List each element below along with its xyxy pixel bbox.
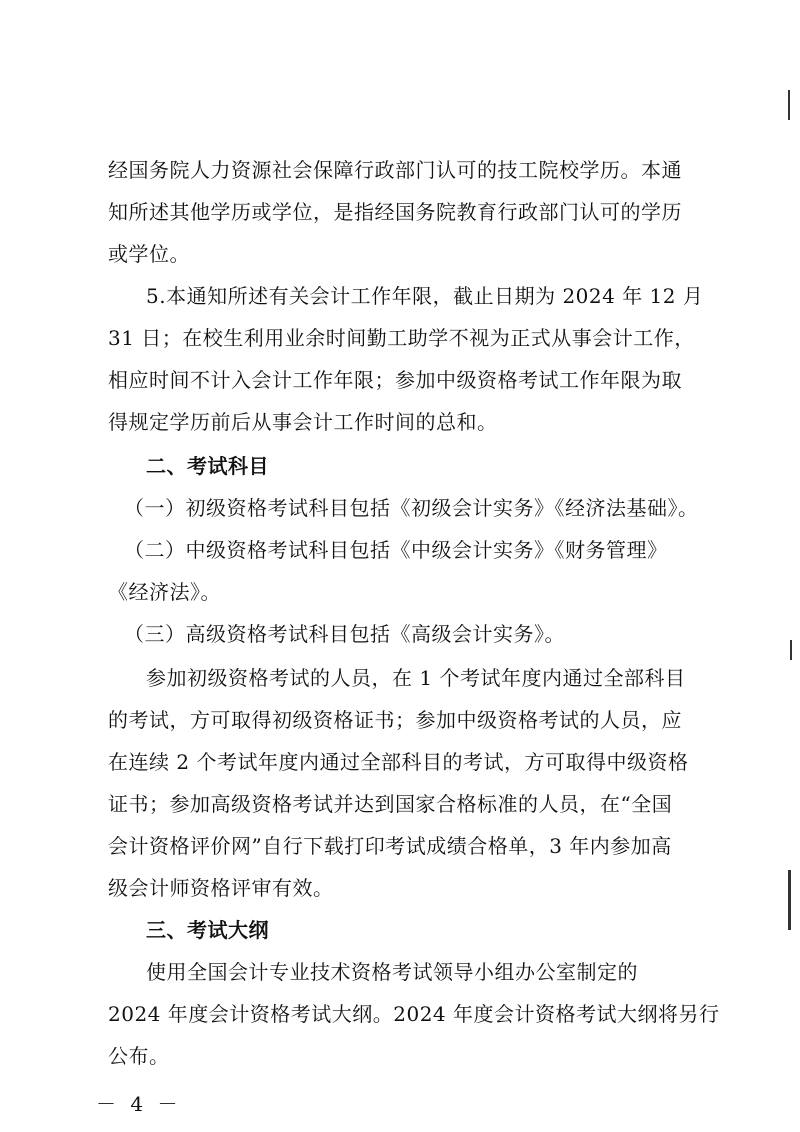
paragraph-line: 知所述其他学历或学位，是指经国务院教育行政部门认可的学历 [108, 200, 682, 224]
paragraph-line: 参加初级资格考试的人员，在 1 个考试年度内通过全部科目 [146, 666, 686, 690]
paragraph-line: 5.本通知所述有关会计工作年限，截止日期为 2024 年 12 月 [146, 284, 704, 308]
paragraph-line: 的考试，方可取得初级资格证书；参加中级资格考试的人员，应 [108, 708, 682, 732]
section-heading: 三、考试大纲 [146, 918, 269, 942]
scan-edge-mark [788, 870, 791, 930]
paragraph-line: 级会计师资格评审有效。 [108, 876, 334, 900]
paragraph-line: 公布。 [108, 1044, 170, 1068]
paragraph-line: 证书；参加高级资格考试并达到国家合格标准的人员，在“全国 [108, 792, 673, 816]
paragraph-line: 会计资格评价网”自行下载打印考试成绩合格单，3 年内参加高 [108, 834, 672, 858]
paragraph-line: （一）初级资格考试科目包括《初级会计实务》《经济法基础》。 [124, 496, 699, 520]
paragraph-line: 经国务院人力资源社会保障行政部门认可的技工院校学历。本通 [108, 158, 682, 182]
scan-edge-mark [788, 90, 790, 120]
paragraph-line: （三）高级资格考试科目包括《高级会计实务》。 [124, 622, 565, 646]
scan-edge-mark [790, 640, 792, 660]
page-number: － 4 － [96, 1092, 182, 1116]
paragraph-line: 《经济法》。 [108, 580, 221, 604]
paragraph-line: （二）中级资格考试科目包括《中级会计实务》《财务管理》 [124, 538, 668, 562]
paragraph-line: 得规定学历前后从事会计工作时间的总和。 [108, 410, 498, 434]
paragraph-line: 使用全国会计专业技术资格考试领导小组办公室制定的 [146, 960, 638, 984]
paragraph-line: 在连续 2 个考试年度内通过全部科目的考试，方可取得中级资格 [108, 750, 689, 774]
paragraph-line: 2024 年度会计资格考试大纲。2024 年度会计资格考试大纲将另行 [108, 1002, 720, 1026]
paragraph-line: 相应时间不计入会计工作年限；参加中级资格考试工作年限为取 [108, 368, 682, 392]
paragraph-line: 31 日；在校生利用业余时间勤工助学不视为正式从事会计工作， [108, 326, 695, 350]
section-heading: 二、考试科目 [146, 454, 269, 478]
paragraph-line: 或学位。 [108, 242, 190, 266]
